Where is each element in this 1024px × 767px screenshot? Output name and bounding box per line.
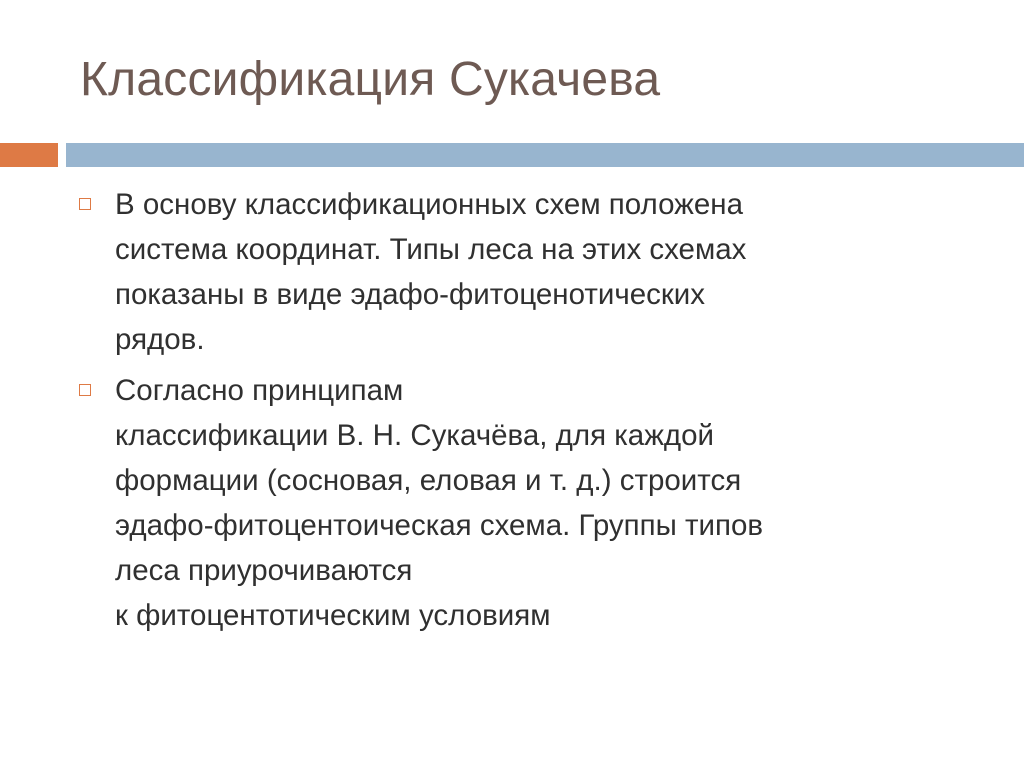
bullet-text-line: леса приурочиваются bbox=[115, 554, 413, 587]
bullet-item bbox=[78, 182, 958, 362]
bullet-text-line: к фитоцентотическим условиям bbox=[115, 599, 551, 632]
bullet-text-line: Согласно принципам bbox=[115, 374, 404, 407]
bullet-text-line: В основу классификационных схем положена bbox=[115, 188, 743, 221]
hollow-square-bullet-icon bbox=[79, 198, 91, 210]
bullet-text-line: показаны в виде эдафо-фитоценотических bbox=[115, 278, 705, 311]
slide-title: Классификация Сукачева bbox=[80, 53, 661, 106]
bullet-text-line: классификации В. Н. Сукачёва, для каждой bbox=[115, 419, 715, 452]
hollow-square-bullet-icon bbox=[79, 384, 91, 396]
bullet-text-line: формации (сосновая, еловая и т. д.) строится bbox=[115, 464, 742, 497]
bullet-text-line: рядов. bbox=[115, 323, 205, 356]
bullet-list bbox=[78, 182, 958, 644]
bullet-text-line: эдафо-фитоцентоическая схема. Группы типов bbox=[115, 509, 764, 542]
accent-bar-orange bbox=[0, 143, 58, 167]
bullet-item bbox=[78, 368, 958, 638]
accent-bar-blue bbox=[66, 143, 1024, 167]
bullet-text-line: система координат. Типы леса на этих схемах bbox=[115, 233, 747, 266]
